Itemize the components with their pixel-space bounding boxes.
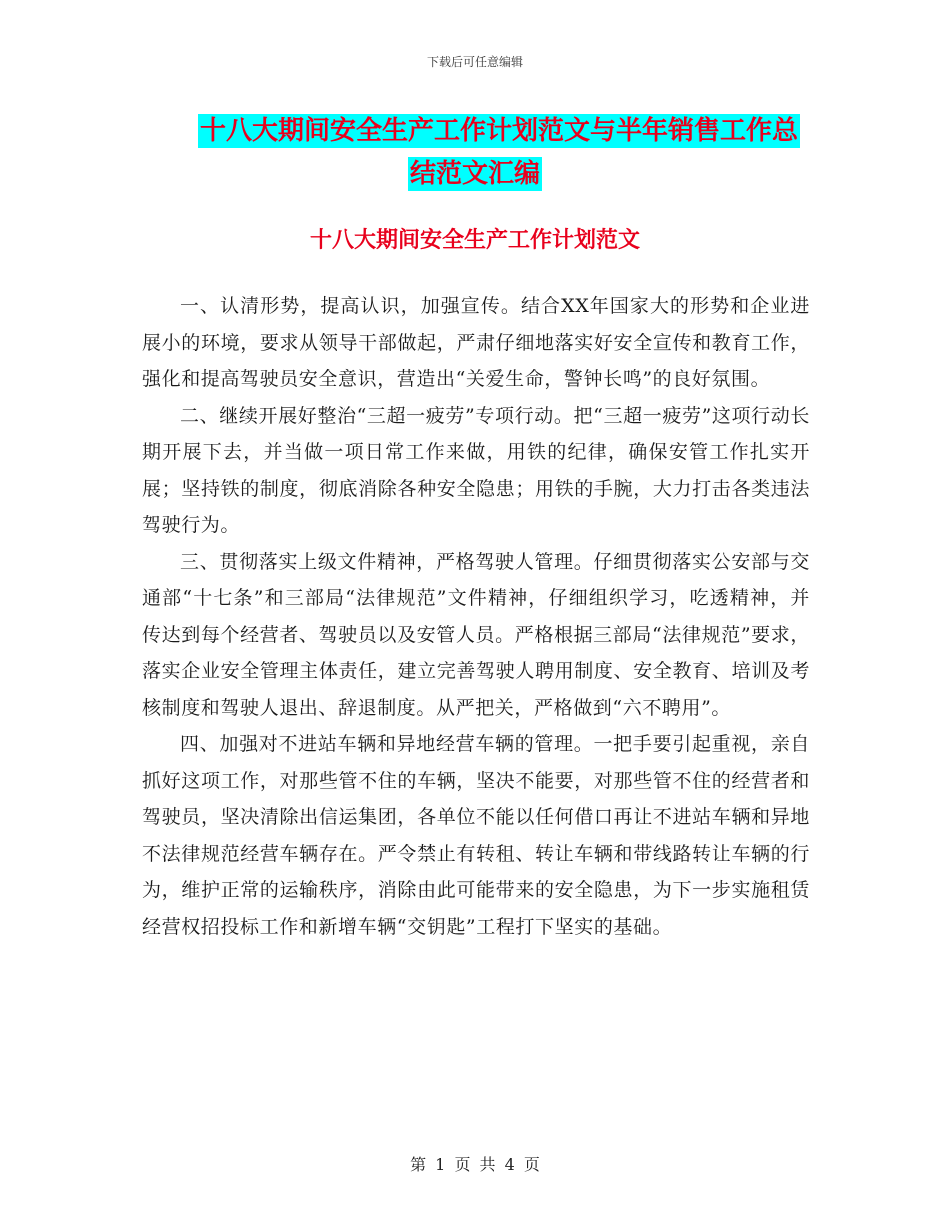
- paragraph: 二、继续开展好整治“三超一疲劳”专项行动。把“三超一疲劳”这项行动长期开展下去，并当做一项日常工作来做，用铁的纪律，确保安管工作扎实开展；坚持铁的制度，彻底消除各种安全隐患；用铁的手腕，大力打击各类违法驾驶行为。: [142, 404, 810, 536]
- section-title: 十八大期间安全生产工作计划范文: [309, 228, 640, 253]
- page-number: 第 1 页 共 4 页: [410, 1155, 540, 1174]
- document-title-line-1: [24, 114, 950, 148]
- document-title-text-1: 十八大期间安全生产工作计划范文与半年销售工作总: [199, 116, 798, 146]
- document-title-line-2: [0, 157, 950, 191]
- document-body: [142, 288, 810, 945]
- header-note: 下载后可任意编辑: [426, 55, 523, 69]
- paragraph: 一、认清形势，提高认识，加强宣传。结合XX年国家大的形势和企业进展小的环境，要求从领导干部做起，严肃仔细地落实好安全宣传和教育工作，强化和提高驾驶员安全意识，营造出“关爱生命，警钟长鸣”的良好氛围。: [142, 295, 810, 390]
- document-title-text-2: 结范文汇编: [409, 159, 540, 189]
- paragraph: 四、加强对不进站车辆和异地经营车辆的管理。一把手要引起重视，亲自抓好这项工作，对那些管不住的车辆，坚决不能要，对那些管不住的经营者和驾驶员，坚决清除出信运集团，各单位不能以任何借口再让不进站车辆和异地不法律规范经营车辆存在。严令禁止有转租、转让车辆和带线路转让车辆的行为，维护正常的运输秩序，消除由此可能带来的安全隐患，为下一步实施租赁经营权招投标工作和新增车辆“交钥匙”工程打下坚实的基础。: [142, 733, 810, 938]
- paragraph: 三、贯彻落实上级文件精神，严格驾驶人管理。仔细贯彻落实公安部与交通部“十七条”和三部局“法律规范”文件精神，仔细组织学习，吃透精神，并传达到每个经营者、驾驶员以及安管人员。严格根据三部局“法律规范”要求，落实企业安全管理主体责任，建立完善驾驶人聘用制度、安全教育、培训及考核制度和驾驶人退出、辞退制度。从严把关，严格做到“六不聘用”。: [142, 550, 810, 719]
